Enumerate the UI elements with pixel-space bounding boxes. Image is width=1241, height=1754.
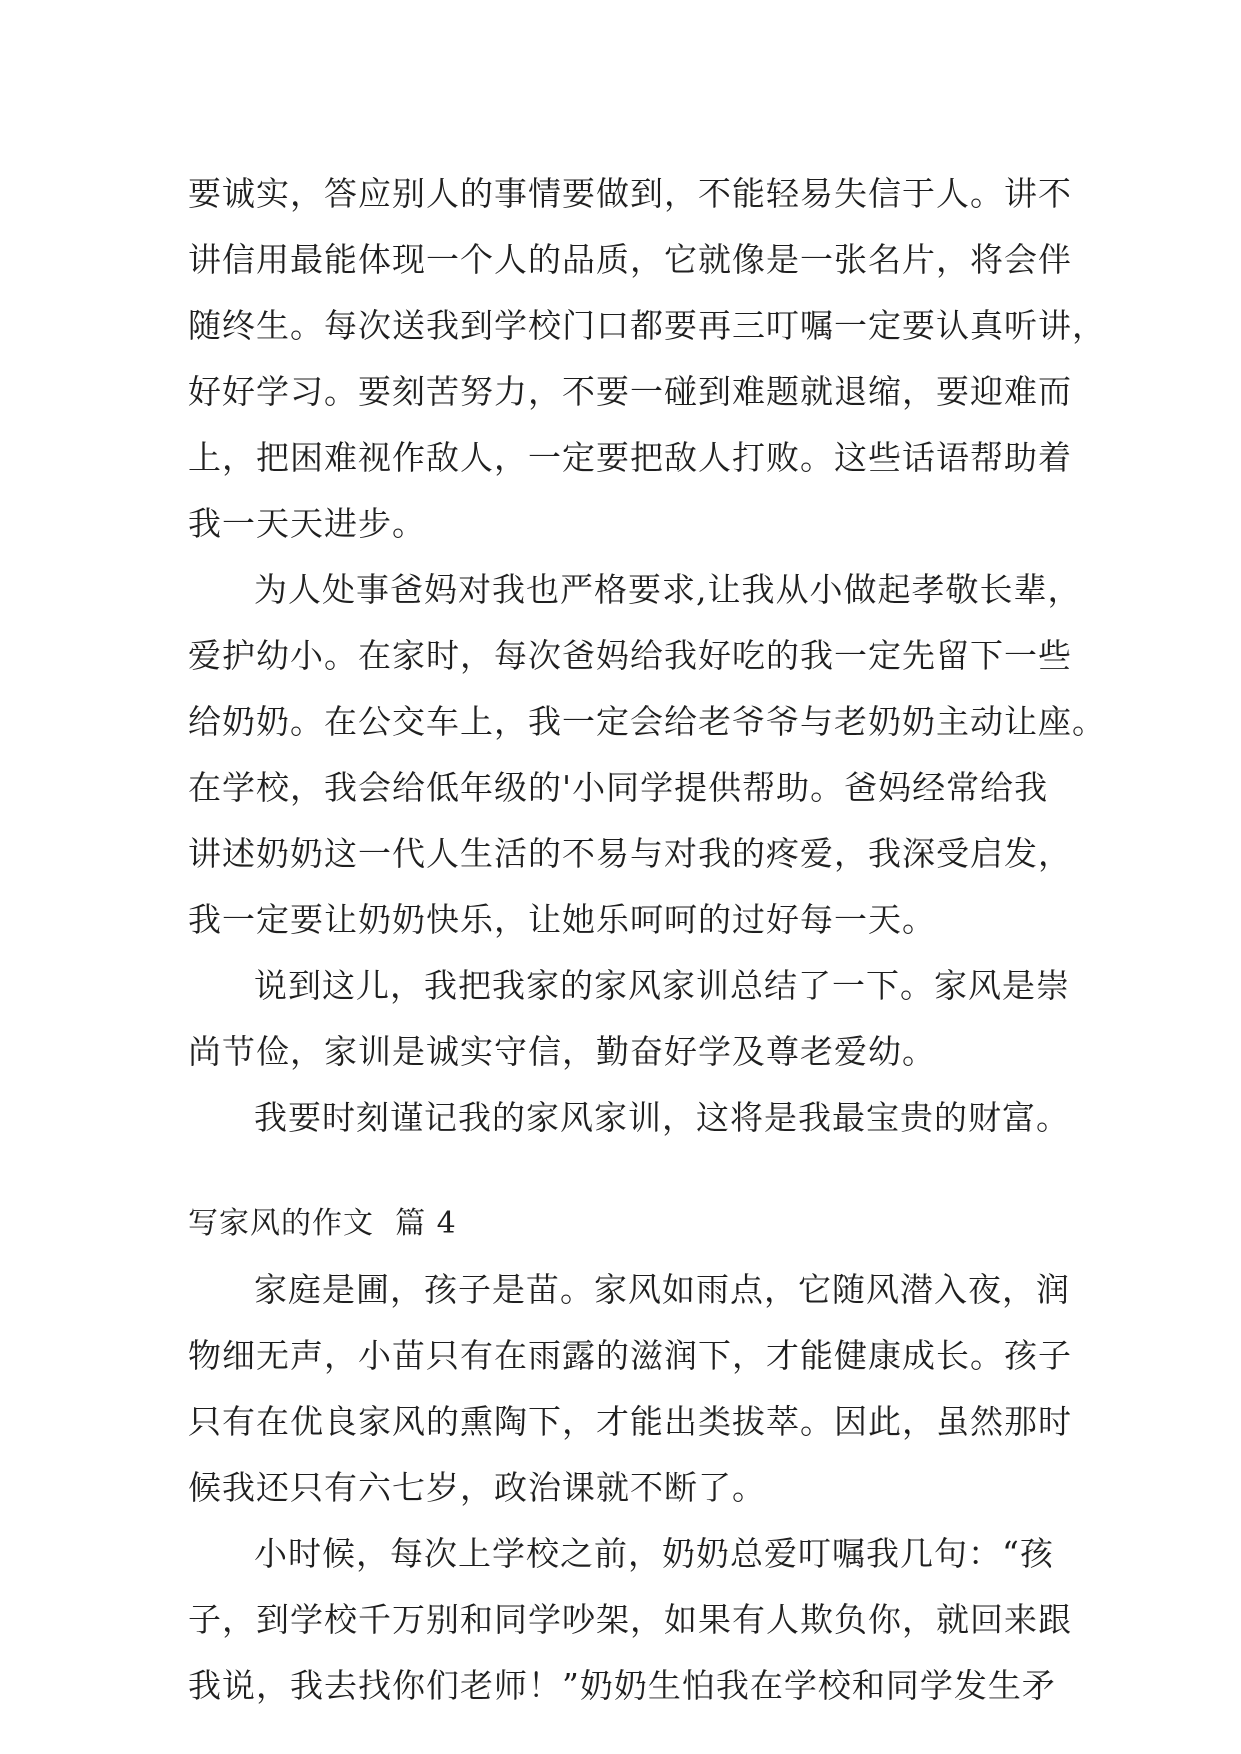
text-line: 在学校，我会给低年级的'小同学提供帮助。爸妈经常给我 — [188, 768, 1049, 807]
document-body — [188, 161, 1106, 1719]
text-line: 我要时刻谨记我的家风家训，这将是我最宝贵的财富。 — [254, 1098, 1070, 1137]
text-line: 要诚实，答应别人的事情要做到，不能轻易失信于人。讲不 — [188, 174, 1072, 213]
text-line: 尚节俭，家训是诚实守信，勤奋好学及尊老爱幼。 — [188, 1032, 936, 1071]
text-line: 候我还只有六七岁，政治课就不断了。 — [188, 1468, 766, 1507]
text-line: 家庭是圃，孩子是苗。家风如雨点，它随风潜入夜，润 — [254, 1270, 1070, 1309]
text-line: 我一定要让奶奶快乐，让她乐呵呵的过好每一天。 — [188, 900, 936, 939]
text-line: 物细无声，小苗只有在雨露的滋润下，才能健康成长。孩子 — [188, 1336, 1072, 1375]
text-line: 讲信用最能体现一个人的品质，它就像是一张名片，将会伴 — [188, 240, 1072, 279]
text-line: 子，到学校千万别和同学吵架，如果有人欺负你，就回来跟 — [188, 1600, 1072, 1639]
paragraph-honesty — [188, 161, 1106, 557]
text-line: 说到这儿，我把我家的家风家训总结了一下。家风是崇 — [254, 966, 1070, 1005]
text-line: 讲述奶奶这一代人生活的不易与对我的疼爱，我深受启发， — [188, 834, 1072, 873]
text-line: 给奶奶。在公交车上，我一定会给老爷爷与老奶奶主动让座。 — [188, 702, 1106, 741]
section-gap — [188, 1151, 1088, 1191]
text-line: 小时候，每次上学校之前，奶奶总爱叮嘱我几句：“孩 — [254, 1534, 1054, 1573]
text-line: 为人处事爸妈对我也严格要求,让我从小做起孝敬长辈， — [254, 570, 1082, 609]
paragraph-summary — [188, 953, 1088, 1085]
text-line: 我说，我去找你们老师！”奶奶生怕我在学校和同学发生矛 — [188, 1666, 1056, 1705]
text-line: 只有在优良家风的熏陶下，才能出类拔萃。因此，虽然那时 — [188, 1402, 1072, 1441]
text-line: 爱护幼小。在家时，每次爸妈给我好吃的我一定先留下一些 — [188, 636, 1072, 675]
paragraph-respect-elders — [188, 557, 1106, 953]
text-line: 好好学习。要刻苦努力，不要一碰到难题就退缩，要迎难而 — [188, 372, 1072, 411]
paragraph-grandma-advice — [188, 1521, 1088, 1719]
section-heading: 写家风的作文 篇 4 — [188, 1206, 457, 1241]
text-line: 随终生。每次送我到学校门口都要再三叮嘱一定要认真听讲， — [188, 306, 1106, 345]
text-line: 我一天天进步。 — [188, 504, 426, 543]
paragraph-conclusion — [188, 1085, 1088, 1151]
paragraph-family-garden — [188, 1257, 1088, 1521]
text-line: 上，把困难视作敌人，一定要把敌人打败。这些话语帮助着 — [188, 438, 1072, 477]
